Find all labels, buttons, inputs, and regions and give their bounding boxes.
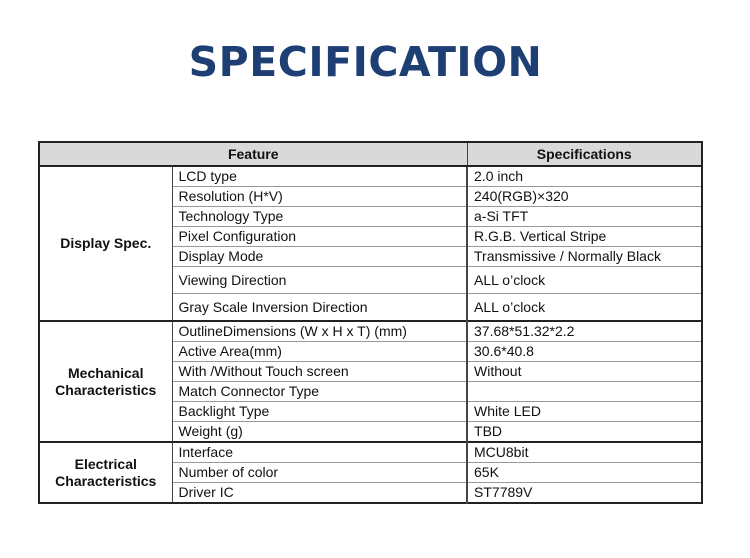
page-title: SPECIFICATION bbox=[188, 38, 543, 86]
feature-cell: Viewing Direction bbox=[172, 267, 467, 294]
feature-cell: Gray Scale Inversion Direction bbox=[172, 294, 467, 322]
value-cell: 2.0 inch bbox=[467, 166, 702, 187]
feature-cell: Backlight Type bbox=[172, 402, 467, 422]
feature-cell: Active Area(mm) bbox=[172, 342, 467, 362]
category-mechanical: Mechanical Characteristics bbox=[39, 321, 172, 442]
feature-cell: Number of color bbox=[172, 463, 467, 483]
feature-cell: OutlineDimensions (W x H x T) (mm) bbox=[172, 321, 467, 342]
category-electrical: Electrical Characteristics bbox=[39, 442, 172, 503]
value-cell: Without bbox=[467, 362, 702, 382]
category-display-spec: Display Spec. bbox=[39, 166, 172, 321]
value-cell: 240(RGB)×320 bbox=[467, 187, 702, 207]
feature-cell: Technology Type bbox=[172, 207, 467, 227]
value-cell: R.G.B. Vertical Stripe bbox=[467, 227, 702, 247]
value-cell: TBD bbox=[467, 422, 702, 443]
header-feature: Feature bbox=[39, 142, 467, 166]
feature-cell: LCD type bbox=[172, 166, 467, 187]
value-cell: ALL o’clock bbox=[467, 267, 702, 294]
value-cell: 65K bbox=[467, 463, 702, 483]
table-row bbox=[39, 166, 702, 187]
value-cell: MCU8bit bbox=[467, 442, 702, 463]
feature-cell: Driver IC bbox=[172, 483, 467, 504]
value-cell: 30.6*40.8 bbox=[467, 342, 702, 362]
value-cell: Transmissive / Normally Black bbox=[467, 247, 702, 267]
feature-cell: Match Connector Type bbox=[172, 382, 467, 402]
feature-cell: Resolution (H*V) bbox=[172, 187, 467, 207]
table-header-row bbox=[39, 142, 702, 166]
feature-cell: Pixel Configuration bbox=[172, 227, 467, 247]
value-cell: White LED bbox=[467, 402, 702, 422]
feature-cell: Interface bbox=[172, 442, 467, 463]
table-row bbox=[39, 442, 702, 463]
value-cell: ST7789V bbox=[467, 483, 702, 504]
feature-cell: Display Mode bbox=[172, 247, 467, 267]
table-row bbox=[39, 321, 702, 342]
value-cell: ALL o’clock bbox=[467, 294, 702, 322]
value-cell: a-Si TFT bbox=[467, 207, 702, 227]
value-cell bbox=[467, 382, 702, 402]
feature-cell: Weight (g) bbox=[172, 422, 467, 443]
feature-cell: With /Without Touch screen bbox=[172, 362, 467, 382]
header-specifications: Specifications bbox=[467, 142, 702, 166]
specification-table bbox=[38, 141, 703, 504]
value-cell: 37.68*51.32*2.2 bbox=[467, 321, 702, 342]
